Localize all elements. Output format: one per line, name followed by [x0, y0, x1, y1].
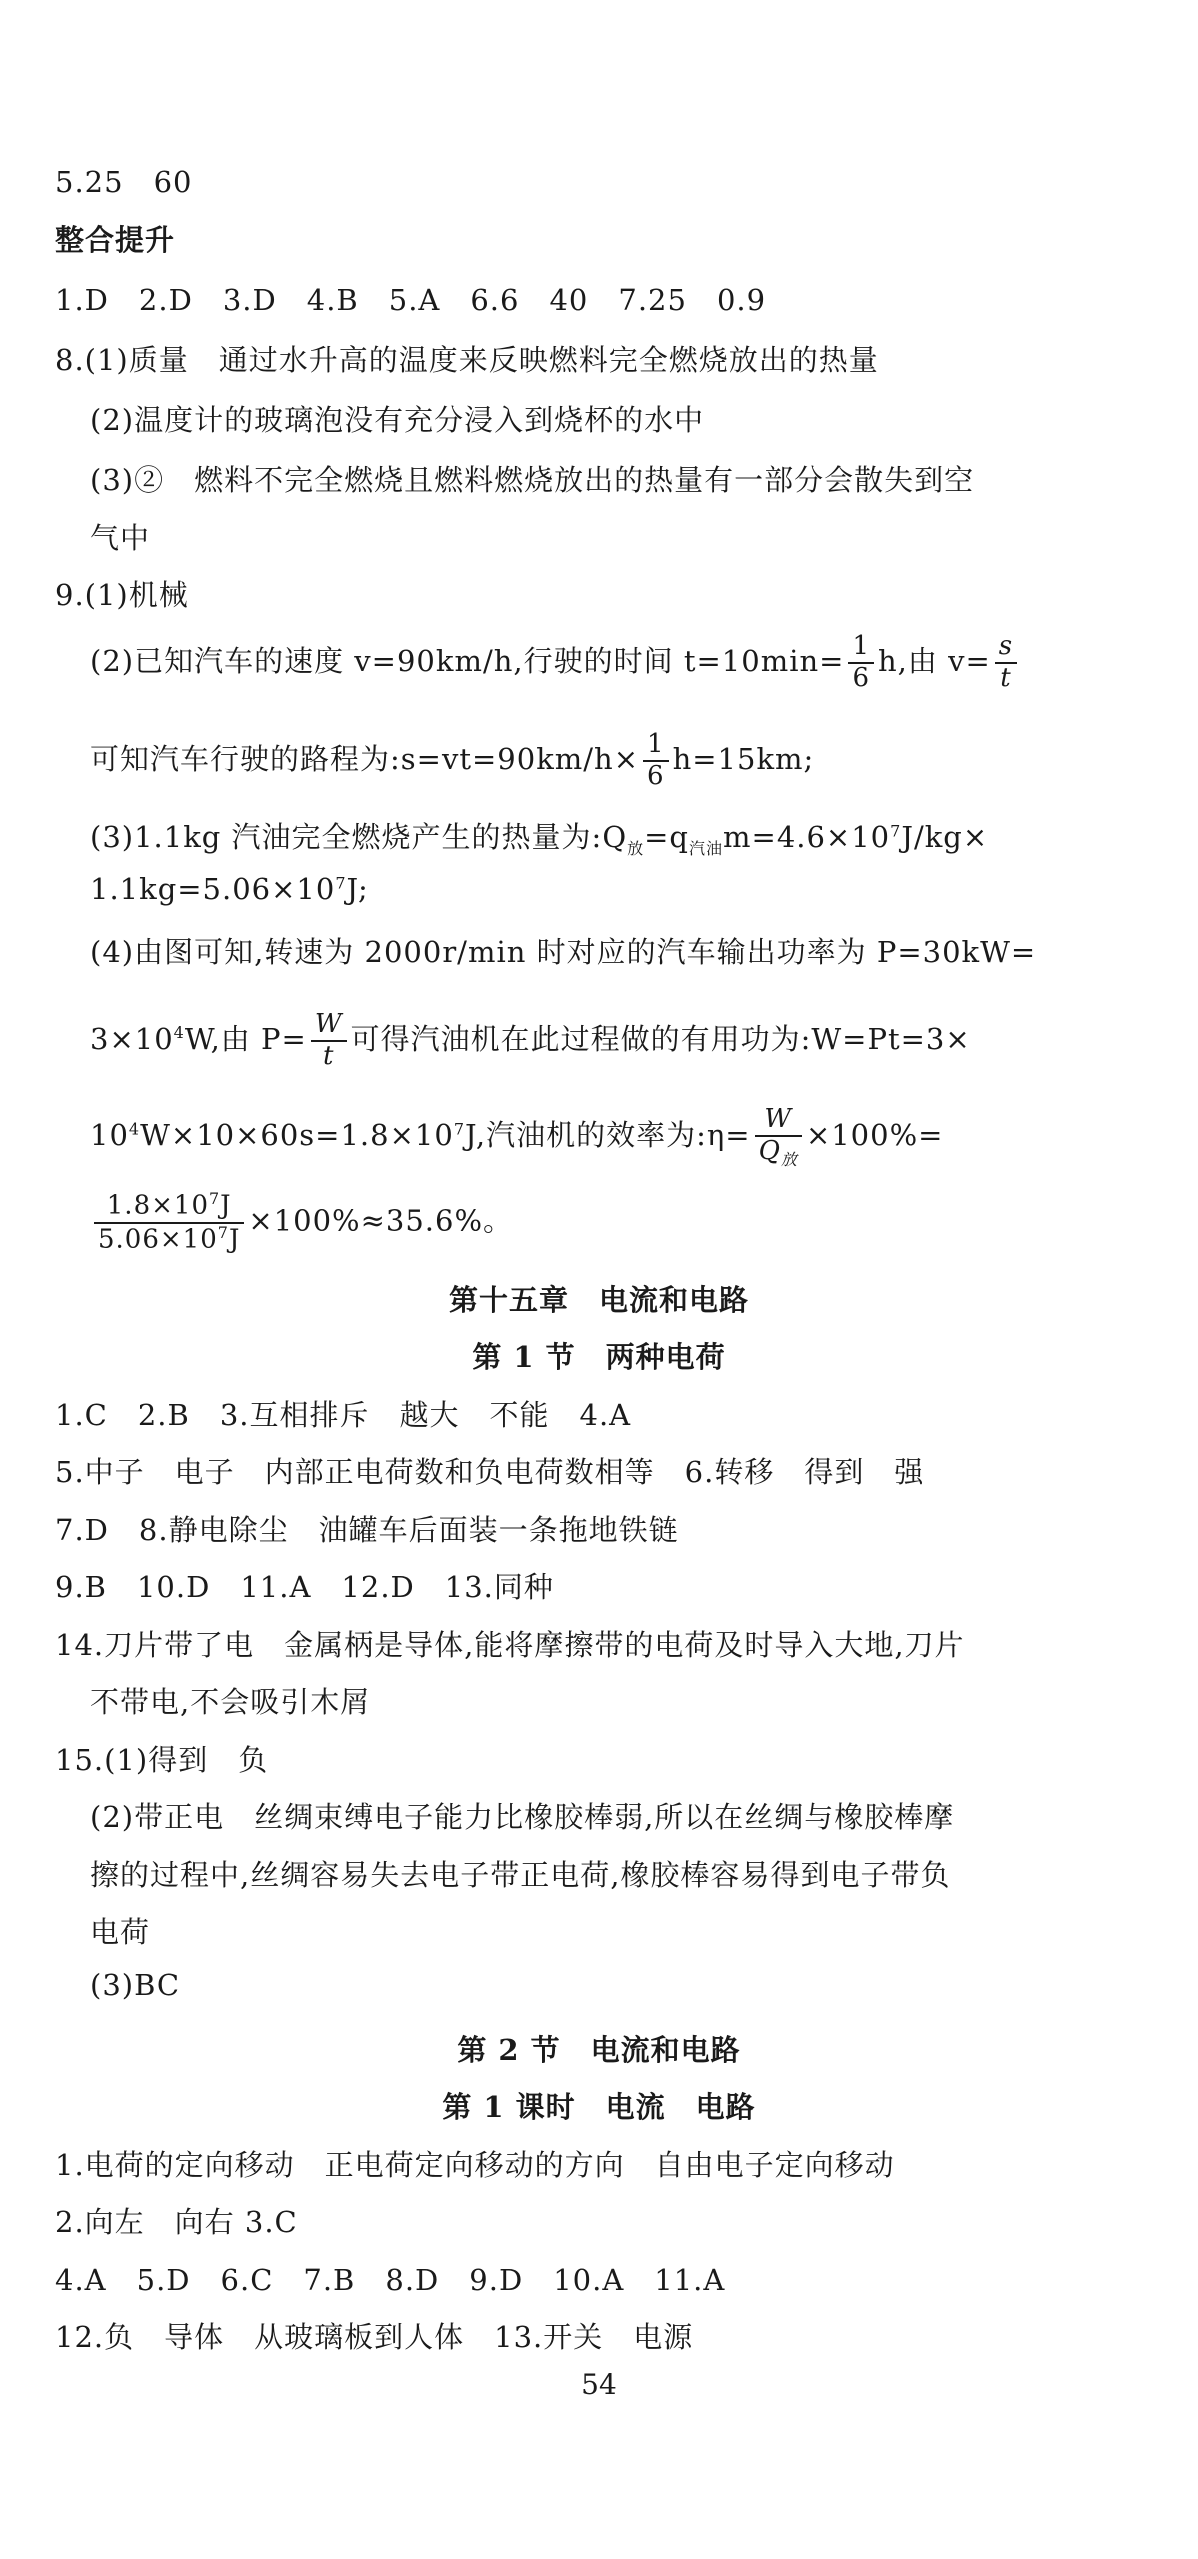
fraction: $\frac{1}{6}$ — [643, 730, 669, 792]
answer-line: 8.(1)质量 通过水升高的温度来反映燃料完全燃烧放出的热量 — [55, 343, 879, 377]
fraction: $\frac{W}{Q_放}$ — [755, 1105, 802, 1169]
answer-line: (2)温度计的玻璃泡没有充分浸入到烧杯的水中 — [90, 403, 705, 437]
answer-line: 气中 — [90, 521, 151, 555]
answer-line-formula: (3)1.1kg 汽油完全燃烧产生的热量为$:Q_放=q_{汽油}m=4.6\times 10^7J/kg\times$ — [90, 820, 989, 858]
answer-line: 不带电,不会吸引木屑 — [90, 1685, 371, 1719]
answer-line: (3)BC — [90, 1968, 181, 2002]
answer-line: 15.(1)得到 负 — [55, 1743, 269, 1777]
answer-line: 1.C 2.B 3.互相排斥 越大 不能 4.A — [55, 1398, 632, 1432]
answer-line: 14.刀片带了电 金属柄是导体,能将摩擦带的电荷及时导入大地,刀片 — [55, 1628, 965, 1662]
section-title: 第 2 节 电流和电路 — [457, 2033, 741, 2067]
answer-line: 4.A 5.D 6.C 7.B 8.D 9.D 10.A 11.A — [55, 2263, 726, 2297]
page-number: 54 — [581, 2368, 617, 2401]
fraction: $\frac{1.8\times 10^7J}{5.06\times 10^7J}$ — [94, 1190, 244, 1255]
answer-line-formula: $10^4W\times 10\times 60s=1.8\times 10^7J$,汽油机的效率为:η= $\frac{W}{Q_放}$ ×100%= — [90, 1104, 944, 1170]
section-title: 第 1 节 两种电荷 — [472, 1340, 726, 1374]
answer-line: 2.向左 向右 3.C — [55, 2205, 298, 2239]
answer-line-formula: 可知汽车行驶的路程为:s=vt=90km/h× $\frac{1}{6}$ h=15km; — [90, 729, 815, 791]
answer-line: 5.中子 电子 内部正电荷数和负电荷数相等 6.转移 得到 强 — [55, 1455, 925, 1489]
answer-line-formula: $\frac{1.8\times 10^7J}{5.06\times 10^7J}$ ×100%≈35.6%。 — [90, 1190, 513, 1255]
answer-line: (4)由图可知,转速为 2000r/min 时对应的汽车输出功率为 P=30kW= — [90, 935, 1037, 969]
lesson-title: 第 1 课时 电流 电路 — [442, 2090, 756, 2124]
answer-line: 5.25 60 — [55, 165, 193, 199]
answer-line: 1.D 2.D 3.D 4.B 5.A 6.6 40 7.25 0.9 — [55, 283, 767, 317]
answer-line: 9.(1)机械 — [55, 578, 189, 612]
fraction: $\frac{W}{t}$ — [311, 1010, 347, 1072]
answer-line: 电荷 — [90, 1915, 151, 1949]
answer-line: 擦的过程中,丝绸容易失去电子带正电荷,橡胶棒容易得到电子带负 — [90, 1858, 951, 1892]
chapter-title: 第十五章 电流和电路 — [448, 1283, 749, 1317]
section-heading: 整合提升 — [55, 223, 176, 257]
answer-line: 1.电荷的定向移动 正电荷定向移动的方向 自由电子定向移动 — [55, 2148, 895, 2182]
answer-line-formula: $3\times 10^4W$,由 P= $\frac{W}{t}$ 可得汽油机在此过程做的有用功为:W=Pt=3× — [90, 1009, 971, 1071]
answer-line: 9.B 10.D 11.A 12.D 13.同种 — [55, 1570, 554, 1604]
answer-line: 7.D 8.静电除尘 油罐车后面装一条拖地铁链 — [55, 1513, 679, 1547]
fraction: $\frac{s}{t}$ — [995, 632, 1017, 694]
answer-line-formula: (2)已知汽车的速度 v=90km/h,行驶的时间 t=10min= $\frac{1}{6}$ h,由 v= $\frac{s}{t}$ — [90, 632, 1021, 694]
fraction: $\frac{1}{6}$ — [848, 632, 874, 694]
answer-line: 12.负 导体 从玻璃板到人体 13.开关 电源 — [55, 2320, 694, 2354]
answer-line: (2)带正电 丝绸束缚电子能力比橡胶棒弱,所以在丝绸与橡胶棒摩 — [90, 1800, 955, 1834]
answer-line: (3)② 燃料不完全燃烧且燃料燃烧放出的热量有一部分会散失到空 — [90, 463, 975, 497]
answer-line-formula: $1.1kg=5.06\times 10^7J$; — [90, 872, 369, 906]
